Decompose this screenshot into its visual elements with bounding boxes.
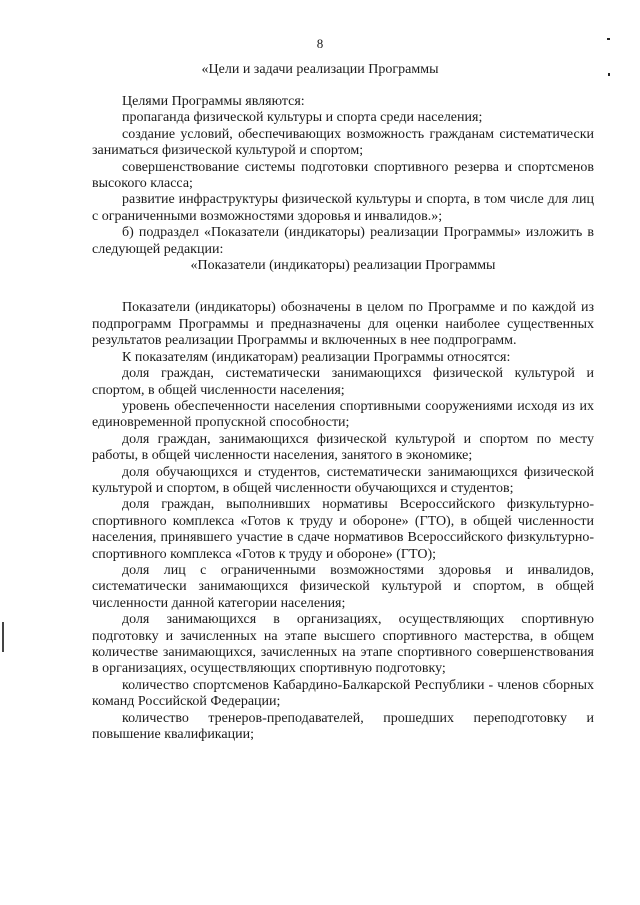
- page-number: 8: [316, 36, 324, 51]
- paragraph: Показатели (индикаторы) обозначены в целом по Программе и по каждой из подпрограмм Программы и предназначены для оценки наиболее существенных результатов реализации Программы и включенных в нее подпрограмм.: [92, 300, 594, 349]
- paragraph: доля занимающихся в организациях, осуществляющих спортивную подготовку и зачисленных на этапе высшего спортивного мастерства, в общем количестве занимающихся, зачисленных на этапе спортивного совершенствования в организациях, осуществляющих спортивную подготовку;: [92, 612, 594, 677]
- subsection-heading: «Показатели (индикаторы) реализации Программы: [190, 258, 496, 274]
- paragraph: К показателям (индикаторам) реализации Программы относятся:: [122, 349, 511, 365]
- paragraph: совершенствование системы подготовки спортивного резерва и спортсменов высокого класса;: [92, 159, 594, 192]
- paragraph: пропаганда физической культуры и спорта среди населения;: [122, 110, 483, 126]
- paragraph: доля граждан, занимающихся физической культурой и спортом по месту работы, в общей численности населения, занятого в экономике;: [92, 431, 594, 464]
- paragraph: б) подраздел «Показатели (индикаторы) реализации Программы» изложить в следующей редакции:: [92, 225, 594, 257]
- paragraph: количество тренеров-преподавателей, прошедших переподготовку и повышение квалификации;: [92, 710, 594, 743]
- paragraph: доля граждан, выполнивших нормативы Всероссийского физкультурно-спортивного комплекса «Готов к труду и обороне» (ГТО), в общей численности населения, принявшего участие в сдаче нормативов Всероссийского физкультурно-спортивного комплекса «Готов к труду и обороне» (ГТО);: [92, 497, 594, 562]
- scan-artifact: [2, 622, 4, 652]
- paragraph: количество спортсменов Кабардино-Балкарской Республики - членов сборных команд Российской Федерации;: [92, 677, 594, 710]
- paragraph: развитие инфраструктуры физической культуры и спорта, в том числе для лиц с ограниченными возможностями здоровья и инвалидов.»;: [92, 192, 594, 224]
- paragraph: создание условий, обеспечивающих возможность гражданам систематически заниматься физической культурой и спортом;: [92, 126, 594, 159]
- paragraph: Целями Программы являются:: [122, 94, 305, 109]
- paragraph: доля граждан, систематически занимающихся физической культурой и спортом, в общей численности населения;: [92, 366, 594, 398]
- paragraph: уровень обеспеченности населения спортивными сооружениями исходя из их единовременной пропускной способности;: [92, 398, 594, 431]
- paragraph: доля обучающихся и студентов, систематически занимающихся физической культурой и спортом, в общей численности обучающихся и студентов;: [92, 464, 594, 496]
- body-text: [92, 94, 594, 743]
- section-heading: «Цели и задачи реализации Программы: [201, 62, 439, 77]
- paragraph: доля лиц с ограниченными возможностями здоровья и инвалидов, систематически занимающихся физической культурой и спортом, в общей численности данной категории населения;: [92, 562, 594, 611]
